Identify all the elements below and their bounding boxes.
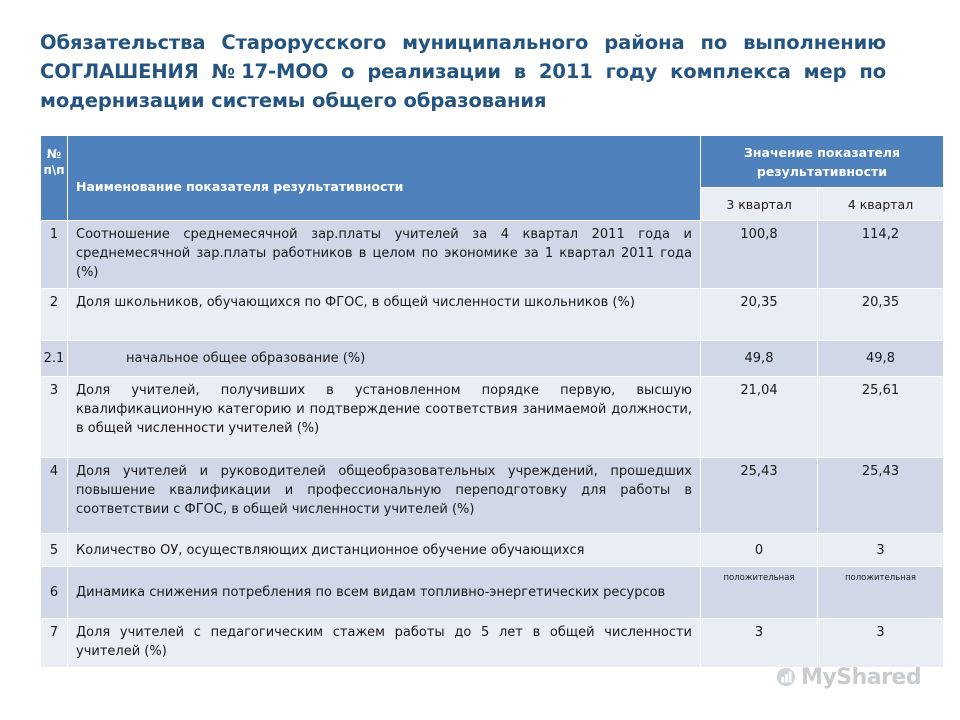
row-number: 6 [41,567,68,619]
table-row [41,534,944,567]
row-quarter-3-value: положительная [701,567,818,619]
header-indicator-value: Значение показателя результативности [701,136,944,188]
row-quarter-4-value: 25,61 [818,377,944,458]
row-indicator-name: Динамика снижения потребления по всем видам топливно-энергетических ресурсов [68,567,701,619]
row-quarter-4-value: положительная [818,567,944,619]
row-indicator-name: Доля учителей с педагогическим стажем работы до 5 лет в общей численности учителей (%) [68,619,701,668]
table-row [41,341,944,377]
row-quarter-4-value: 114,2 [818,221,944,289]
header-quarter-3: 3 квартал [701,188,818,221]
row-quarter-3-value: 0 [701,534,818,567]
row-number: 4 [41,458,68,534]
header-indicator-name: Наименование показателя результативности [68,136,701,221]
header-quarter-4: 4 квартал [818,188,944,221]
table-row [41,567,944,619]
row-indicator-name: Доля учителей и руководителей общеобразовательных учреждений, прошедших повышение квалификации и профессиональную переподготовку для работы в соответствии с ФГОС, в общей численности учителей (%) [68,458,701,534]
row-number: 2 [41,289,68,341]
row-number: 7 [41,619,68,668]
row-indicator-name: Доля учителей, получивших в установленном порядке первую, высшую квалификационную категорию и подтверждение соответствия занимаемой должности, в общей численности учителей (%) [68,377,701,458]
table-row [41,221,944,289]
row-number: 3 [41,377,68,458]
row-quarter-4-value: 25,43 [818,458,944,534]
indicators-table [40,135,944,668]
row-indicator-name: Соотношение среднемесячной зар.платы учителей за 4 квартал 2011 года и среднемесячной зар.платы работников в целом по экономике за 1 квартал 2011 года (%) [68,221,701,289]
row-quarter-4-value: 3 [818,534,944,567]
watermark-text: MyShared [801,664,922,690]
row-quarter-3-value: 49,8 [701,341,818,377]
table-row [41,377,944,458]
table-row [41,458,944,534]
myshared-logo-icon [775,666,797,688]
myshared-watermark [775,662,925,692]
table-row [41,619,944,668]
row-number: 2.1 [41,341,68,377]
row-quarter-3-value: 3 [701,619,818,668]
header-number: № п\п [41,136,68,221]
row-quarter-3-value: 21,04 [701,377,818,458]
row-indicator-name: начальное общее образование (%) [68,341,701,377]
page-title: Обязательства Старорусского муниципального района по выполнению СОГЛАШЕНИЯ №17-МОО о реализации в 2011 году комплекса мер по модернизации системы общего образования [40,31,886,112]
row-indicator-name: Количество ОУ, осуществляющих дистанционное обучение обучающихся [68,534,701,567]
row-quarter-4-value: 3 [818,619,944,668]
row-quarter-3-value: 20,35 [701,289,818,341]
row-number: 5 [41,534,68,567]
row-quarter-4-value: 20,35 [818,289,944,341]
table-row [41,289,944,341]
row-quarter-3-value: 25,43 [701,458,818,534]
row-quarter-4-value: 49,8 [818,341,944,377]
row-indicator-name: Доля школьников, обучающихся по ФГОС, в общей численности школьников (%) [68,289,701,341]
row-number: 1 [41,221,68,289]
row-quarter-3-value: 100,8 [701,221,818,289]
